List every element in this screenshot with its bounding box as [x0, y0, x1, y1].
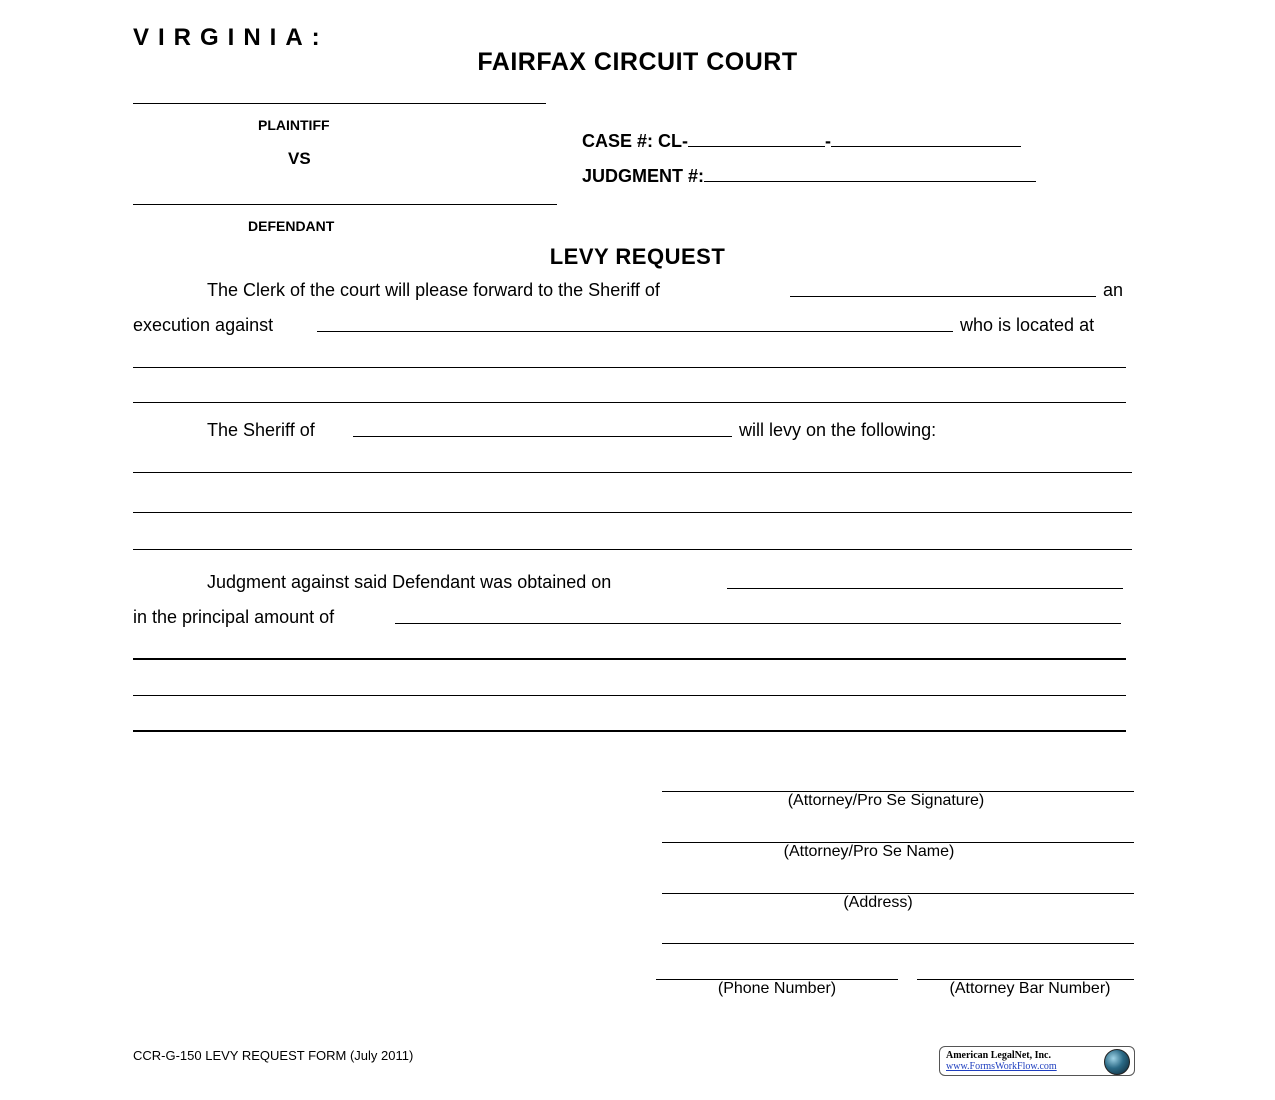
additional-info-blank-2[interactable] [133, 695, 1126, 696]
location-blank-1[interactable] [133, 367, 1126, 368]
case-number-separator: - [825, 131, 832, 151]
case-number-year-blank[interactable] [688, 132, 825, 147]
levy-items-blank-1[interactable] [133, 472, 1132, 473]
plaintiff-label: PLAINTIFF [258, 117, 330, 133]
case-number-label: CASE #: CL- [582, 131, 689, 151]
case-number-seq-blank[interactable] [831, 132, 1021, 147]
sheriff-of-label: The Sheriff of [207, 420, 315, 440]
state-label: VIRGINIA: [133, 24, 329, 51]
name-caption: (Attorney/Pro Se Name) [783, 843, 955, 860]
judgment-number-line [582, 166, 1036, 187]
judgment-number-label: JUDGMENT #: [582, 166, 705, 186]
publisher-link[interactable]: www.FormsWorkFlow.com [946, 1061, 1057, 1072]
principal-amount-blank[interactable] [395, 623, 1121, 624]
sheriff-county-blank-2[interactable] [353, 436, 732, 437]
form-title: LEVY REQUEST [549, 244, 726, 269]
bar-number-caption: (Attorney Bar Number) [949, 980, 1111, 997]
levy-items-blank-3[interactable] [133, 549, 1132, 550]
signature-caption: (Attorney/Pro Se Signature) [787, 792, 985, 809]
vs-label: VS [288, 149, 311, 168]
principal-amount-label: in the principal amount of [133, 607, 335, 627]
phone-caption: (Phone Number) [717, 980, 837, 997]
additional-info-blank-1[interactable] [133, 658, 1126, 660]
globe-icon [1104, 1049, 1130, 1075]
plaintiff-blank[interactable] [133, 103, 546, 104]
form-id-label: CCR-G-150 LEVY REQUEST FORM (July 2011) [133, 1048, 414, 1063]
address-blank-2[interactable] [662, 943, 1134, 944]
located-at-label: who is located at [960, 315, 1095, 335]
additional-info-blank-3[interactable] [133, 730, 1126, 732]
defendant-blank[interactable] [133, 204, 557, 205]
clerk-request-text-end: an [1103, 280, 1124, 300]
address-caption: (Address) [843, 894, 913, 911]
publisher-logo[interactable] [939, 1046, 1135, 1076]
levy-items-blank-2[interactable] [133, 512, 1132, 513]
judgment-date-blank[interactable] [727, 588, 1123, 589]
execution-against-blank[interactable] [317, 331, 953, 332]
judgment-obtained-label: Judgment against said Defendant was obtained on [207, 572, 612, 592]
execution-against-label: execution against [133, 315, 274, 335]
case-number-line [582, 131, 1021, 152]
location-blank-2[interactable] [133, 402, 1126, 403]
sheriff-county-blank-1[interactable] [790, 296, 1096, 297]
clerk-request-text: The Clerk of the court will please forward to the Sheriff of [207, 280, 660, 300]
defendant-label: DEFENDANT [248, 218, 335, 234]
judgment-number-blank[interactable] [704, 167, 1036, 182]
publisher-name: American LegalNet, Inc. [946, 1050, 1051, 1061]
court-title: FAIRFAX CIRCUIT COURT [477, 48, 798, 76]
levy-following-label: will levy on the following: [739, 420, 937, 440]
